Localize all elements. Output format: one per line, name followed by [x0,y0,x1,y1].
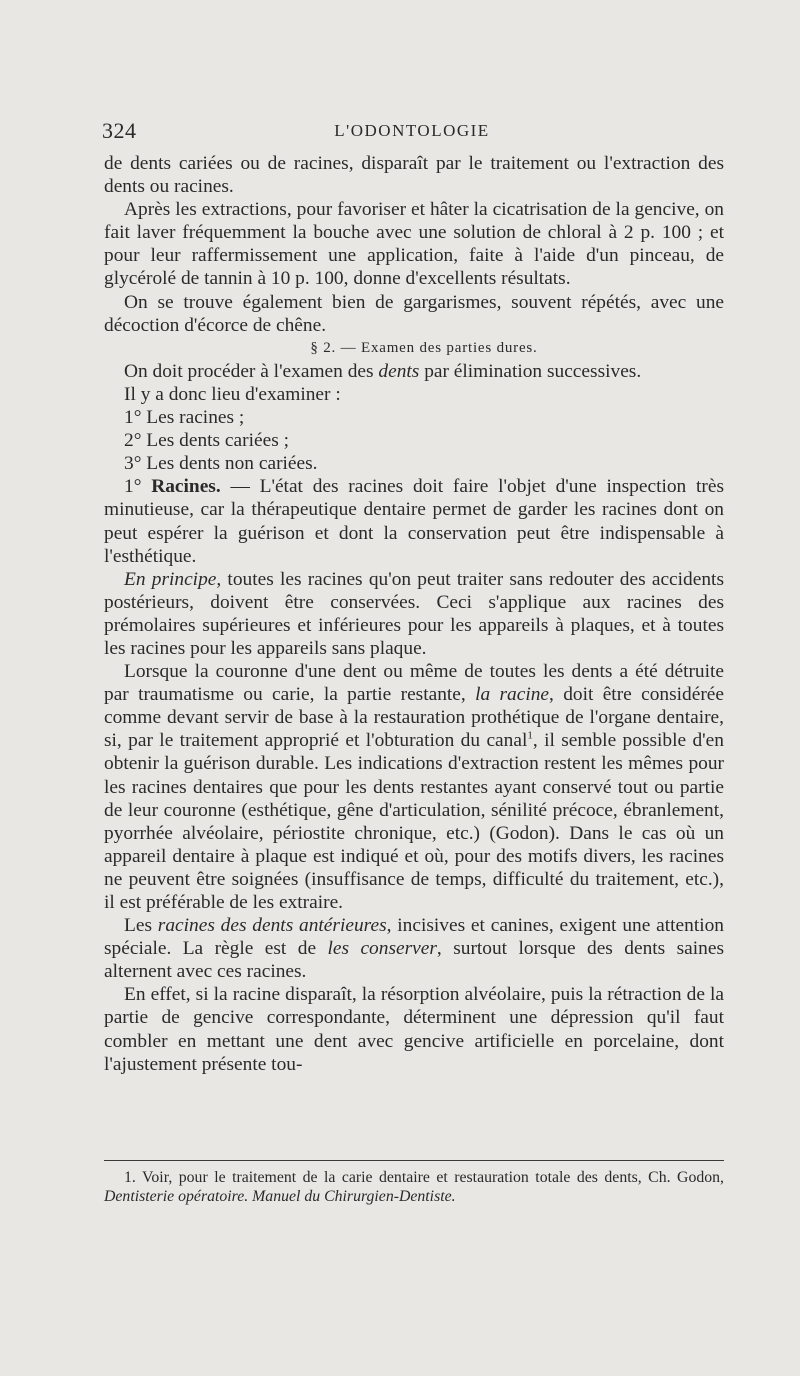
bold-run: Racines. [151,476,221,498]
text-run: 1° [124,476,152,498]
paragraph [104,660,724,914]
paragraph [104,568,724,660]
text-run: Lorsque la couronne d'une dent ou même de toutes les dents a été détruite par traumatisme ou carie, la partie restante, [104,661,724,706]
italic-run: les conserver [327,938,437,960]
text-run: Les [124,915,158,937]
paragraph [104,475,724,567]
footnote-marker: 1 [527,729,533,742]
text-run: , incisives et canines, exigent une attention spéciale. La règle est de [104,915,724,960]
text-run: — L'état des racines doit faire l'objet d'une inspection très minutieuse, car la thérapeutique dentaire permet de garder les racines dont on peut espérer la guérison et dont la conservation peut être indispensable à l'esthétique. [104,476,724,567]
paragraph [104,914,724,983]
footnote-divider [104,1160,724,1161]
paragraph: Après les extractions, pour favoriser et hâter la cicatrisation de la gencive, on fait laver fréquemment la bouche avec une solution de chloral à 2 p. 100 ; et pour leur raffermissement une application, faite à l'aide d'un pinceau, de glycérolé de tannin à 10 p. 100, donne d'excellents résultats. [104,199,724,290]
paragraph: de dents cariées ou de racines, disparaît par le traitement ou l'extraction des dents ou racines. [104,153,724,198]
page-header [102,118,722,148]
section-heading: § 2. — Examen des parties dures. [310,339,538,356]
italic-run: En principe [124,568,217,590]
page-number: 324 [102,118,137,143]
paragraph [104,360,724,383]
text-run: , il semble possible d'en obtenir la guérison durable. Les indications d'extraction restent les mêmes pour les racines dentaires que pour les dents restantes ayant conservé tout ou partie de leur couronne (esthétique, gêne d'articulation, sénilité précoce, ébranlement, pyorrhée alvéolaire, périostite chronique, etc.) (Godon). Dans le cas où un appareil dentaire à plaque est indiqué et où, pour des motifs divers, les racines ne peuvent être soignées (insuffisance de temps, difficulté du traitement, etc.), il est préférable de les extraire. [104,730,724,913]
text-run: , surtout lorsque des dents saines alternent avec ces racines. [104,938,725,983]
paragraph: On se trouve également bien de gargarismes, souvent répétés, avec une décoction d'écorce de chêne. [104,291,724,336]
paragraph: En effet, si la racine disparaît, la résorption alvéolaire, puis la rétraction de la partie de gencive correspondante, déterminent une dépression qu'il faut combler en mettant une dent avec gencive artificielle en porcelaine, dont l'ajustement présente tou- [104,984,724,1075]
text-run: On doit procéder à l'examen des [124,360,379,382]
running-title: L'ODONTOLOGIE [334,121,490,140]
list-item: 3° Les dents non cariées. [124,453,318,475]
text-run: 1. Voir, pour le traitement de la carie dentaire et restauration totale des dents, Ch. Godon, [124,1169,724,1186]
list-item: 2° Les dents cariées ; [124,430,289,452]
italic-run: dents [378,360,420,382]
body-text [104,152,724,1076]
paragraph: Il y a donc lieu d'examiner : [124,383,341,405]
footnote [104,1168,724,1206]
italic-run: la racine [475,684,550,706]
text-run: , toutes les racines qu'on peut traiter sans redouter des accidents postérieurs, doivent être conservées. Ceci s'applique aux racines des prémolaires supérieures et inférieures pour les appareils à plaques, et à toutes les racines pour les appareils sans plaque. [104,568,724,659]
italic-run: racines des dents antérieures [157,915,387,937]
text-run: , doit être considérée comme devant servir de base à la restauration prothétique de l'organe dentaire, si, par le traitement approprié et l'obturation du canal [104,684,724,752]
italic-run: Dentisterie opératoire. Manuel du Chirurgien-Dentiste. [104,1188,456,1205]
text-run: par élimination successives. [419,360,642,382]
footnote-text [104,1168,724,1206]
list-item: 1° Les racines ; [124,407,245,429]
